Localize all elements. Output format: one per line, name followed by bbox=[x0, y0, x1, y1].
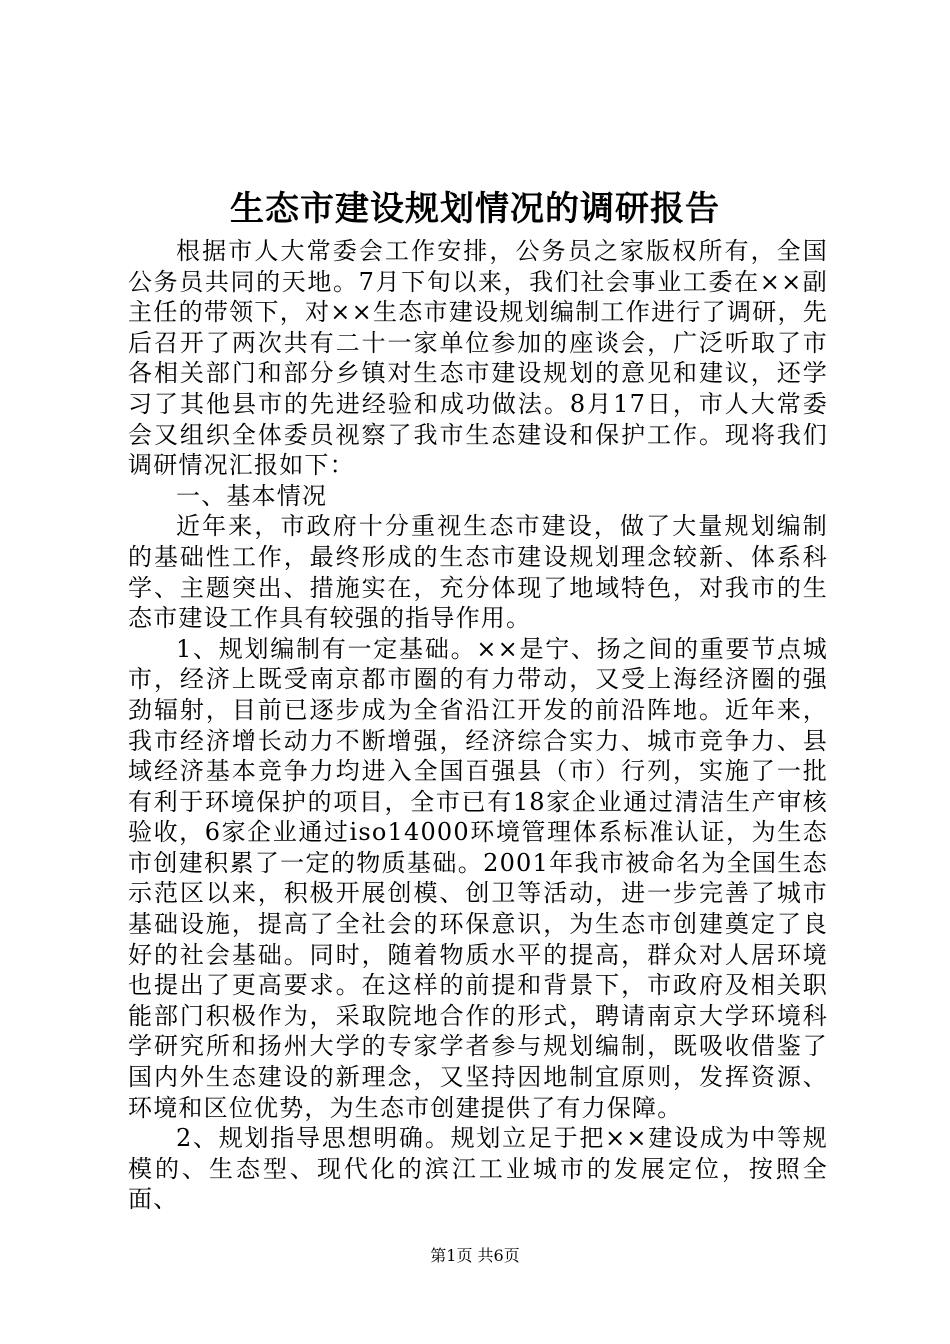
section-heading-basic-situation: 一、基本情况 bbox=[176, 481, 328, 510]
point-2-paragraph: 2、规划指导思想明确。规划立足于把××建设成为中等规模的、生态型、现代化的滨江工业城市的发展定位，按照全面、 bbox=[128, 1124, 828, 1214]
document-body bbox=[128, 236, 828, 1215]
page-footer: 第1页 共6页 bbox=[430, 1246, 520, 1265]
document-title: 生态市建设规划情况的调研报告 bbox=[230, 189, 720, 229]
overview-paragraph: 近年来，市政府十分重视生态市建设，做了大量规划编制的基础性工作，最终形成的生态市建设规划理念较新、体系科学、主题突出、措施实在，充分体现了地域特色，对我市的生态市建设工作具有较强的指导作用。 bbox=[128, 512, 828, 633]
intro-paragraph: 根据市人大常委会工作安排，公务员之家版权所有，全国公务员共同的天地。7月下旬以来，我们社会事业工委在××副主任的带领下，对××生态市建设规划编制工作进行了调研，先后召开了两次共有二十一家单位参加的座谈会，广泛听取了市各相关部门和部分乡镇对生态市建设规划的意见和建议，还学习了其他县市的先进经验和成功做法。8月17日，市人大常委会又组织全体委员视察了我市生态建设和保护工作。现将我们调研情况汇报如下： bbox=[128, 237, 828, 480]
point-1-paragraph: 1、规划编制有一定基础。××是宁、扬之间的重要节点城市，经济上既受南京都市圈的有力带动，又受上海经济圈的强劲辐射，目前已逐步成为全省沿江开发的前沿阵地。近年来，我市经济增长动力不断增强，经济综合实力、城市竞争力、县域经济基本竞争力均进入全国百强县（市）行列，实施了一批有利于环境保护的项目，全市已有18家企业通过清洁生产审核验收，6家企业通过iso14000环境管理体系标准认证，为生态市创建积累了一定的物质基础。2001年我市被命名为全国生态示范区以来，积极开展创模、创卫等活动，进一步完善了城市基础设施，提高了全社会的环保意识，为生态市创建奠定了良好的社会基础。同时，随着物质水平的提高，群众对人居环境也提出了更高要求。在这样的前提和背景下，市政府及相关职能部门积极作为，采取院地合作的形式，聘请南京大学环境科学研究所和扬州大学的专家学者参与规划编制，既吸收借鉴了国内外生态建设的新理念，又坚持因地制宜原则，发挥资源、环境和区位优势，为生态市创建提供了有力保障。 bbox=[128, 634, 828, 1122]
